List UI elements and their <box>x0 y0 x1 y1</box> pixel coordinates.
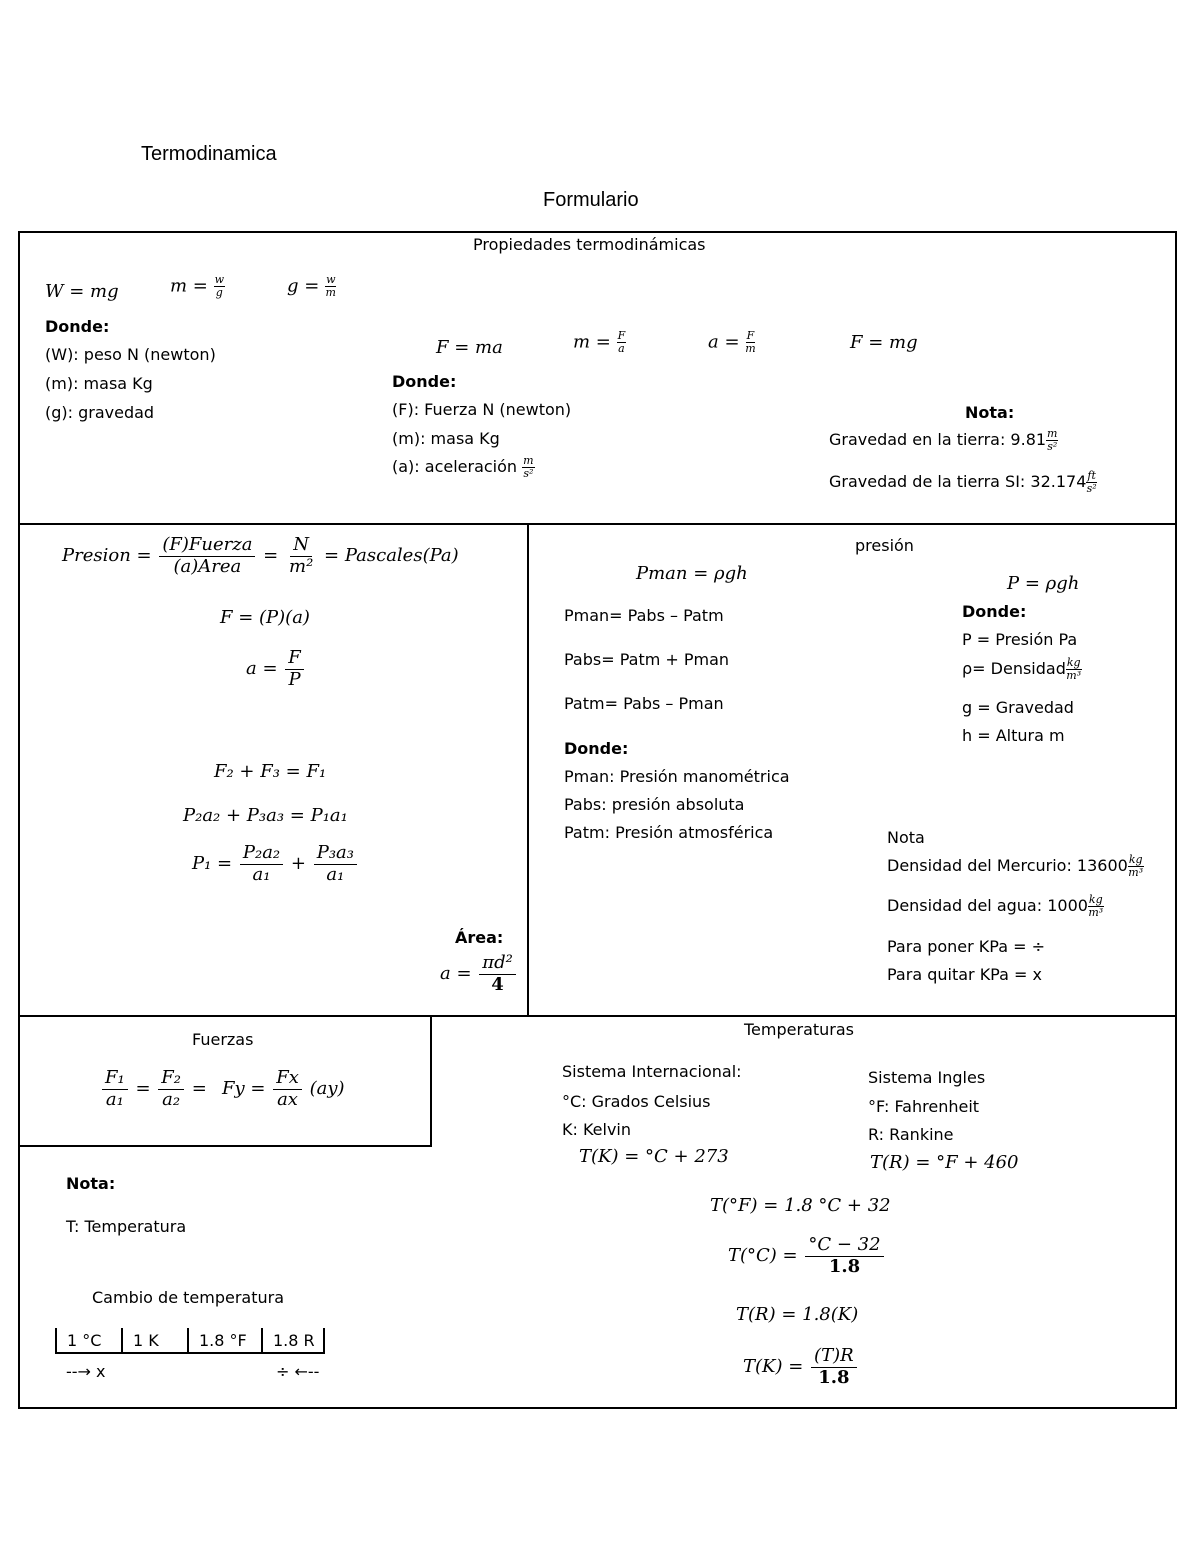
eq-force-ratio: $\frac{\text{F₁}}{\text{a₁}}$ = $\frac{\text{F₂}}{\text{a₂}}$ = <box>100 1068 207 1110</box>
course-title: Termodinamica <box>141 143 277 165</box>
eq-fahrenheit-from-celsius: T(°F) = 1.8 °C + 32 <box>710 1195 891 1216</box>
eq-area-from-force: a = $\frac{F}{P}$ <box>246 648 306 690</box>
eq-mass-from-weight: m = $\frac{w}{g}$ <box>170 273 225 300</box>
eq-pabs-line: Pabs= Patm + Pman <box>564 650 730 669</box>
outer-right-border <box>1175 231 1177 1409</box>
gravity-earth: Gravedad en la tierra: 9.81 $\frac{m}{\text{s²}}$ <box>829 427 1058 454</box>
def-mass: (m): masa Kg <box>45 374 153 393</box>
def-weight: (W): peso N (newton) <box>45 345 216 364</box>
def-rankine: R: Rankine <box>868 1125 954 1144</box>
def-kelvin: K: Kelvin <box>562 1120 632 1139</box>
outer-left-border <box>18 231 20 1409</box>
donde-label-1: Donde: <box>45 317 110 336</box>
divider-pressure-col <box>527 523 529 1017</box>
scale-box-celsius: 1 °C <box>55 1328 121 1354</box>
section-title-presion: presión <box>855 536 914 555</box>
eq-accel-from-force: a = $\frac{F}{m}$ <box>708 329 756 356</box>
si-label: Sistema Internacional: <box>562 1062 742 1081</box>
gravity-earth-si: Gravedad de la tierra SI: 32.174 $\frac{ft}{\text{s²}}$ <box>829 469 1097 496</box>
divider-fuerzas-bottom <box>18 1145 432 1147</box>
eq-celsius-from-fahrenheit: T(°C) = $\frac{^\circ C - 32}{1.8}$ <box>728 1235 886 1277</box>
outer-bottom-border <box>18 1407 1177 1409</box>
def-gravity-2: g = Gravedad <box>962 698 1074 717</box>
nota-label-1: Nota: <box>965 403 1015 422</box>
area-label: Área: <box>455 928 504 947</box>
def-celsius: °C: Grados Celsius <box>562 1092 711 1111</box>
def-temperature: T: Temperatura <box>66 1217 187 1236</box>
eq-pman-line: Pman= Pabs – Patm <box>564 606 724 625</box>
arrow-divide: ÷ ←-- <box>276 1362 320 1381</box>
eq-circle-area: a = $\frac{\text{πd²}}{4}$ <box>440 953 518 995</box>
english-label: Sistema Ingles <box>868 1068 986 1087</box>
section-title-propiedades: Propiedades termodinámicas <box>473 235 706 254</box>
def-gravity: (g): gravedad <box>45 403 155 422</box>
eq-kelvin-from-rankine: T(K) = $\frac{(T)R}{1.8}$ <box>743 1346 859 1388</box>
def-force: (F): Fuerza N (newton) <box>392 400 572 419</box>
eq-p-rhogh: P = ρgh <box>1007 573 1080 594</box>
def-acceleration: (a): aceleración $\frac{m}{\text{s²}}$ <box>392 454 534 481</box>
divider-row1 <box>18 523 1177 525</box>
scale-box-fahrenheit: 1.8 °F <box>187 1328 261 1354</box>
eq-force-sum: F₂ + F₃ = F₁ <box>214 761 327 782</box>
arrow-multiply: --→ x <box>66 1362 106 1381</box>
def-mass-2: (m): masa Kg <box>392 429 500 448</box>
def-height: h = Altura m <box>962 726 1065 745</box>
scale-box-rankine: 1.8 R <box>261 1328 325 1354</box>
section-title-temperaturas: Temperaturas <box>744 1020 854 1039</box>
eq-pressure-area-sum: P₂a₂ + P₃a₃ = P₁a₁ <box>183 805 348 826</box>
eq-fy: Fy = $\frac{Fx}{ax}$ (ay) <box>222 1067 345 1110</box>
eq-rankine-from-kelvin: T(R) = 1.8(K) <box>736 1304 859 1325</box>
divider-row2 <box>18 1015 1177 1017</box>
donde-label-3: Donde: <box>564 739 629 758</box>
def-pman: Pman: Presión manométrica <box>564 767 790 786</box>
page-title: Formulario <box>543 189 639 211</box>
eq-force-pressure: F = (P)(a) <box>220 607 310 628</box>
eq-kelvin-from-celsius: T(K) = °C + 273 <box>579 1146 729 1167</box>
eq-force-weight: F = mg <box>850 332 918 353</box>
nota-label-2: Nota <box>887 828 925 847</box>
section-title-fuerzas: Fuerzas <box>192 1030 254 1049</box>
density-mercury: Densidad del Mercurio: 13600 $\frac{kg}{\text{m³}}$ <box>887 853 1144 880</box>
temp-change-title: Cambio de temperatura <box>92 1288 285 1307</box>
eq-presion-def: Presion = $\frac{\text{(F)Fuerza}}{\text{(a)Area}}$ = $\frac{N}{\text{m²}}$ = Pascales(Pa) <box>62 534 459 577</box>
outer-top-border <box>18 231 1177 233</box>
def-pressure: P = Presión Pa <box>962 630 1078 649</box>
nota-label-3: Nota: <box>66 1174 116 1193</box>
eq-mass-from-force: m = $\frac{F}{a}$ <box>573 329 626 356</box>
eq-gravity-from-weight: g = $\frac{w}{m}$ <box>287 273 336 300</box>
eq-rankine-from-fahrenheit: T(R) = °F + 460 <box>870 1152 1019 1173</box>
eq-p1: P₁ = $\frac{\text{P₂a₂}}{\text{a₁}}$ + $\frac{\text{P₃a₃}}{\text{a₁}}$ <box>192 843 359 885</box>
scale-box-kelvin: 1 K <box>121 1328 187 1354</box>
def-pabs: Pabs: presión absoluta <box>564 795 745 814</box>
kpa-add-note: Para poner KPa = ÷ <box>887 937 1046 956</box>
temp-change-scale <box>55 1328 325 1354</box>
density-water: Densidad del agua: 1000 $\frac{kg}{\text{m³}}$ <box>887 893 1104 920</box>
eq-newton-second-law: F = ma <box>436 337 503 358</box>
eq-pman: Pman = ρgh <box>636 563 748 584</box>
donde-label-2: Donde: <box>392 372 457 391</box>
eq-weight: W = mg <box>45 281 119 302</box>
def-density: ρ= Densidad $\frac{kg}{\text{m³}}$ <box>962 656 1082 683</box>
kpa-remove-note: Para quitar KPa = x <box>887 965 1042 984</box>
donde-label-4: Donde: <box>962 602 1027 621</box>
eq-patm-line: Patm= Pabs – Pman <box>564 694 724 713</box>
def-fahrenheit: °F: Fahrenheit <box>868 1097 980 1116</box>
divider-fuerzas-col <box>430 1015 432 1146</box>
def-patm: Patm: Presión atmosférica <box>564 823 774 842</box>
